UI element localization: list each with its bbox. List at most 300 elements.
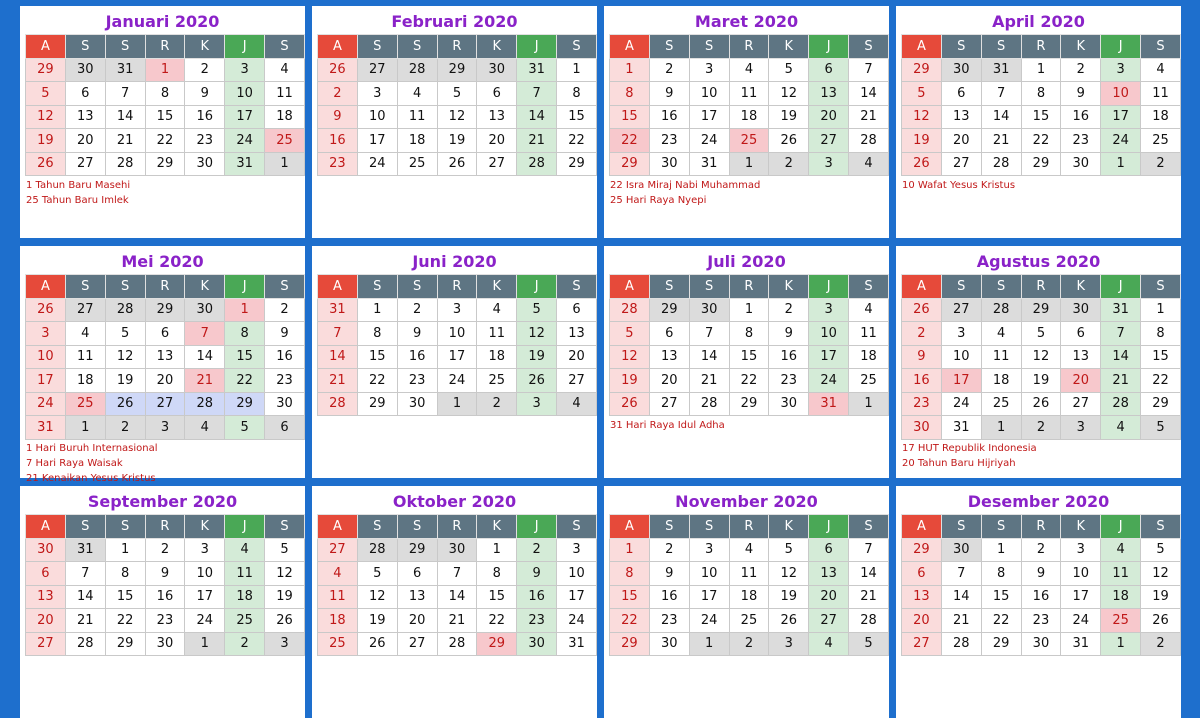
day-cell: 7 [981, 82, 1021, 106]
day-cell: 4 [318, 562, 358, 586]
adjacent-month-day-cell: 28 [397, 58, 437, 82]
day-cell: 18 [729, 585, 769, 609]
day-cell: 10 [225, 82, 265, 106]
day-cell: 26 [265, 609, 305, 633]
day-cell: 19 [769, 105, 809, 129]
day-cell: 2 [1021, 538, 1061, 562]
adjacent-month-day-cell: 2 [105, 416, 145, 440]
weekday-header: S [1141, 35, 1181, 59]
day-cell: 10 [1061, 562, 1101, 586]
holiday-notes [610, 178, 885, 208]
day-cell: 21 [517, 129, 557, 153]
day-cell: 10 [557, 562, 597, 586]
month-card [896, 6, 1181, 238]
weekday-header: S [357, 35, 397, 59]
month-grid [317, 514, 597, 656]
day-cell: 14 [185, 345, 225, 369]
day-cell: 11 [65, 345, 105, 369]
day-cell: 12 [265, 562, 305, 586]
adjacent-month-day-cell: 31 [105, 58, 145, 82]
day-cell: 1 [981, 538, 1021, 562]
month-title: Oktober 2020 [392, 492, 517, 511]
day-cell: 13 [941, 105, 981, 129]
day-cell: 14 [1101, 345, 1141, 369]
day-cell: 21 [849, 105, 889, 129]
day-cell: 28 [941, 632, 981, 656]
day-cell: 25 [849, 369, 889, 393]
adjacent-month-day-cell: 29 [649, 298, 689, 322]
day-cell: 30 [145, 632, 185, 656]
weekday-header: S [941, 35, 981, 59]
weekday-header: S [65, 275, 105, 299]
month-grid [317, 34, 597, 176]
weekday-header: J [1101, 275, 1141, 299]
weekday-header: S [397, 35, 437, 59]
day-cell: 7 [318, 322, 358, 346]
month-card [312, 486, 597, 718]
day-cell: 27 [809, 609, 849, 633]
day-cell: 16 [1061, 105, 1101, 129]
month-grid [901, 514, 1181, 656]
day-cell: 27 [902, 632, 942, 656]
day-cell: 11 [265, 82, 305, 106]
adjacent-month-day-cell: 4 [809, 632, 849, 656]
day-cell: 15 [610, 105, 650, 129]
day-cell: 20 [65, 129, 105, 153]
weekday-header: J [225, 275, 265, 299]
adjacent-month-day-cell: 3 [769, 632, 809, 656]
day-cell: 4 [265, 58, 305, 82]
day-cell: 8 [557, 82, 597, 106]
day-cell: 5 [1021, 322, 1061, 346]
day-cell: 20 [649, 369, 689, 393]
month-card [896, 246, 1181, 478]
weekday-header: S [849, 275, 889, 299]
weekday-header: S [649, 515, 689, 539]
day-cell: 26 [357, 632, 397, 656]
day-cell: 2 [145, 538, 185, 562]
day-cell: 23 [769, 369, 809, 393]
day-cell: 1 [610, 538, 650, 562]
day-cell: 30 [185, 152, 225, 176]
day-cell: 26 [1141, 609, 1181, 633]
day-cell: 21 [437, 609, 477, 633]
day-cell: 22 [1021, 129, 1061, 153]
adjacent-month-day-cell: 1 [437, 392, 477, 416]
day-cell: 5 [105, 322, 145, 346]
day-cell: 22 [610, 609, 650, 633]
day-cell: 4 [1141, 58, 1181, 82]
adjacent-month-day-cell: 31 [1101, 298, 1141, 322]
day-cell: 7 [849, 538, 889, 562]
day-cell: 6 [941, 82, 981, 106]
weekday-header: A [318, 35, 358, 59]
day-cell: 29 [145, 152, 185, 176]
weekday-header: K [1061, 35, 1101, 59]
month-grid [609, 514, 889, 656]
day-cell: 23 [145, 609, 185, 633]
day-cell: 24 [1101, 129, 1141, 153]
day-cell: 14 [849, 562, 889, 586]
weekday-header: K [185, 35, 225, 59]
adjacent-month-day-cell: 1 [65, 416, 105, 440]
day-cell: 29 [610, 632, 650, 656]
day-cell: 7 [185, 322, 225, 346]
weekday-header: S [1141, 515, 1181, 539]
weekday-header: S [357, 275, 397, 299]
day-cell: 6 [557, 298, 597, 322]
day-cell: 2 [649, 58, 689, 82]
month-card [20, 246, 305, 484]
day-cell: 21 [65, 609, 105, 633]
month-title: Juli 2020 [707, 252, 786, 271]
day-cell: 10 [809, 322, 849, 346]
weekday-header: R [437, 35, 477, 59]
day-cell: 14 [517, 105, 557, 129]
weekday-header: A [26, 35, 66, 59]
day-cell: 29 [477, 632, 517, 656]
day-cell: 7 [689, 322, 729, 346]
adjacent-month-day-cell: 29 [902, 538, 942, 562]
day-cell: 18 [1141, 105, 1181, 129]
day-cell: 10 [437, 322, 477, 346]
day-cell: 28 [105, 152, 145, 176]
day-cell: 19 [1021, 369, 1061, 393]
day-cell: 21 [941, 609, 981, 633]
day-cell: 11 [849, 322, 889, 346]
day-cell: 23 [185, 129, 225, 153]
day-cell: 26 [769, 129, 809, 153]
day-cell: 12 [769, 82, 809, 106]
day-cell: 4 [729, 58, 769, 82]
day-cell: 6 [145, 322, 185, 346]
day-cell: 14 [437, 585, 477, 609]
day-cell: 31 [26, 416, 66, 440]
day-cell: 22 [729, 369, 769, 393]
day-cell: 22 [357, 369, 397, 393]
weekday-header: R [437, 515, 477, 539]
day-cell: 20 [1061, 369, 1101, 393]
day-cell: 15 [357, 345, 397, 369]
day-cell: 11 [1141, 82, 1181, 106]
day-cell: 5 [769, 538, 809, 562]
day-cell: 29 [557, 152, 597, 176]
day-cell: 6 [397, 562, 437, 586]
weekday-header: K [477, 35, 517, 59]
day-cell: 20 [902, 609, 942, 633]
day-cell: 4 [397, 82, 437, 106]
day-cell: 2 [902, 322, 942, 346]
adjacent-month-day-cell: 28 [357, 538, 397, 562]
day-cell: 16 [1021, 585, 1061, 609]
day-cell: 7 [1101, 322, 1141, 346]
day-cell: 6 [1061, 322, 1101, 346]
weekday-header: J [225, 515, 265, 539]
day-cell: 16 [649, 585, 689, 609]
month-card [20, 486, 305, 718]
day-cell: 21 [849, 585, 889, 609]
day-cell: 16 [649, 105, 689, 129]
adjacent-month-day-cell: 5 [225, 416, 265, 440]
weekday-header: J [517, 35, 557, 59]
day-cell: 18 [318, 609, 358, 633]
day-cell: 9 [185, 82, 225, 106]
day-cell: 9 [649, 562, 689, 586]
day-cell: 3 [689, 58, 729, 82]
day-cell: 13 [809, 82, 849, 106]
day-cell: 30 [517, 632, 557, 656]
day-cell: 13 [26, 585, 66, 609]
day-cell: 8 [357, 322, 397, 346]
day-cell: 4 [849, 298, 889, 322]
day-cell: 20 [557, 345, 597, 369]
adjacent-month-day-cell: 26 [318, 58, 358, 82]
day-cell: 20 [809, 105, 849, 129]
month-grid [25, 274, 305, 440]
adjacent-month-day-cell: 3 [809, 152, 849, 176]
day-cell: 28 [65, 632, 105, 656]
holiday-note: 25 Tahun Baru Imlek [26, 195, 129, 206]
day-cell: 2 [265, 298, 305, 322]
day-cell: 16 [318, 129, 358, 153]
day-cell: 8 [1141, 322, 1181, 346]
month-title: Agustus 2020 [976, 252, 1101, 271]
day-cell: 27 [1061, 392, 1101, 416]
weekday-header: S [265, 275, 305, 299]
day-cell: 5 [610, 322, 650, 346]
day-cell: 20 [477, 129, 517, 153]
day-cell: 7 [849, 58, 889, 82]
month-grid [901, 274, 1181, 440]
adjacent-month-day-cell: 5 [1141, 416, 1181, 440]
weekday-header: J [517, 275, 557, 299]
day-cell: 19 [902, 129, 942, 153]
day-cell: 7 [437, 562, 477, 586]
weekday-header: S [557, 515, 597, 539]
weekday-header: S [357, 515, 397, 539]
weekday-header: S [689, 275, 729, 299]
weekday-header: S [649, 35, 689, 59]
adjacent-month-day-cell: 27 [941, 298, 981, 322]
weekday-header: S [689, 35, 729, 59]
weekday-header: R [145, 275, 185, 299]
adjacent-month-day-cell: 1 [849, 392, 889, 416]
day-cell: 11 [729, 82, 769, 106]
month-title: Februari 2020 [391, 12, 518, 31]
adjacent-month-day-cell: 1 [185, 632, 225, 656]
month-title: September 2020 [87, 492, 238, 511]
adjacent-month-day-cell: 5 [849, 632, 889, 656]
holiday-notes [26, 178, 301, 208]
weekday-header: A [902, 35, 942, 59]
day-cell: 3 [689, 538, 729, 562]
day-cell: 31 [941, 416, 981, 440]
day-cell: 16 [397, 345, 437, 369]
holiday-note: 1 Hari Buruh Internasional [26, 443, 158, 454]
adjacent-month-day-cell: 27 [65, 298, 105, 322]
month-card [896, 486, 1181, 718]
day-cell: 14 [941, 585, 981, 609]
day-cell: 15 [477, 585, 517, 609]
weekday-header: A [610, 35, 650, 59]
weekday-header: S [689, 515, 729, 539]
day-cell: 4 [65, 322, 105, 346]
day-cell: 17 [225, 105, 265, 129]
weekday-header: A [318, 515, 358, 539]
day-cell: 5 [26, 82, 66, 106]
month-card [604, 486, 889, 718]
day-cell: 6 [809, 538, 849, 562]
day-cell: 8 [1021, 82, 1061, 106]
day-cell: 28 [981, 152, 1021, 176]
day-cell: 24 [1061, 609, 1101, 633]
day-cell: 23 [265, 369, 305, 393]
holiday-notes [902, 178, 1177, 193]
day-cell: 28 [318, 392, 358, 416]
day-cell: 24 [809, 369, 849, 393]
day-cell: 1 [1141, 298, 1181, 322]
weekday-header: S [981, 275, 1021, 299]
day-cell: 17 [557, 585, 597, 609]
day-cell: 8 [105, 562, 145, 586]
adjacent-month-day-cell: 31 [517, 58, 557, 82]
day-cell: 24 [941, 392, 981, 416]
day-cell: 27 [477, 152, 517, 176]
month-title: April 2020 [992, 12, 1085, 31]
day-cell: 23 [1021, 609, 1061, 633]
adjacent-month-day-cell: 1 [689, 632, 729, 656]
day-cell: 30 [1061, 152, 1101, 176]
day-cell: 5 [357, 562, 397, 586]
day-cell: 22 [145, 129, 185, 153]
day-cell: 23 [649, 609, 689, 633]
day-cell: 11 [225, 562, 265, 586]
holiday-note: 7 Hari Raya Waisak [26, 458, 123, 469]
day-cell: 12 [610, 345, 650, 369]
adjacent-month-day-cell: 3 [1061, 416, 1101, 440]
day-cell: 18 [729, 105, 769, 129]
weekday-header: R [729, 35, 769, 59]
adjacent-month-day-cell: 29 [437, 58, 477, 82]
day-cell: 22 [225, 369, 265, 393]
day-cell: 14 [318, 345, 358, 369]
day-cell: 17 [26, 369, 66, 393]
weekday-header: S [981, 515, 1021, 539]
day-cell: 13 [557, 322, 597, 346]
adjacent-month-day-cell: 4 [557, 392, 597, 416]
day-cell: 27 [557, 369, 597, 393]
day-cell: 12 [517, 322, 557, 346]
weekday-header: S [105, 275, 145, 299]
month-title: Desember 2020 [967, 492, 1110, 511]
day-cell: 15 [610, 585, 650, 609]
weekday-header: S [557, 35, 597, 59]
day-cell: 27 [397, 632, 437, 656]
month-title: Maret 2020 [694, 12, 799, 31]
day-cell: 18 [65, 369, 105, 393]
day-cell: 24 [225, 129, 265, 153]
day-cell: 1 [225, 298, 265, 322]
month-title: Mei 2020 [121, 252, 204, 271]
day-cell: 9 [145, 562, 185, 586]
day-cell: 6 [649, 322, 689, 346]
day-cell: 27 [649, 392, 689, 416]
day-cell: 11 [477, 322, 517, 346]
adjacent-month-day-cell: 2 [477, 392, 517, 416]
day-cell: 22 [981, 609, 1021, 633]
adjacent-month-day-cell: 2 [1141, 152, 1181, 176]
day-cell: 23 [517, 609, 557, 633]
day-cell: 3 [357, 82, 397, 106]
adjacent-month-day-cell: 30 [477, 58, 517, 82]
adjacent-month-day-cell: 3 [517, 392, 557, 416]
day-cell: 6 [902, 562, 942, 586]
adjacent-month-day-cell: 1 [729, 152, 769, 176]
day-cell: 3 [809, 298, 849, 322]
day-cell: 9 [318, 105, 358, 129]
weekday-header: J [517, 515, 557, 539]
day-cell: 3 [557, 538, 597, 562]
month-card [312, 246, 597, 478]
day-cell: 27 [26, 632, 66, 656]
weekday-header: R [729, 275, 769, 299]
weekday-header: A [902, 275, 942, 299]
weekday-header: R [1021, 515, 1061, 539]
day-cell: 23 [397, 369, 437, 393]
day-cell: 17 [689, 105, 729, 129]
day-cell: 25 [1101, 609, 1141, 633]
day-cell: 1 [1021, 58, 1061, 82]
day-cell: 5 [437, 82, 477, 106]
adjacent-month-day-cell: 31 [318, 298, 358, 322]
day-cell: 6 [65, 82, 105, 106]
day-cell: 13 [649, 345, 689, 369]
day-cell: 18 [265, 105, 305, 129]
day-cell: 29 [610, 152, 650, 176]
day-cell: 25 [265, 129, 305, 153]
day-cell: 19 [105, 369, 145, 393]
holiday-notes [902, 441, 1177, 471]
day-cell: 30 [1021, 632, 1061, 656]
month-grid [901, 34, 1181, 176]
day-cell: 15 [557, 105, 597, 129]
weekday-header: S [649, 275, 689, 299]
day-cell: 18 [849, 345, 889, 369]
month-card [604, 246, 889, 478]
holiday-note: 20 Tahun Baru Hijriyah [902, 458, 1016, 469]
day-cell: 22 [477, 609, 517, 633]
day-cell: 2 [318, 82, 358, 106]
day-cell: 13 [145, 345, 185, 369]
day-cell: 16 [517, 585, 557, 609]
day-cell: 17 [185, 585, 225, 609]
day-cell: 24 [26, 392, 66, 416]
day-cell: 26 [1021, 392, 1061, 416]
day-cell: 16 [145, 585, 185, 609]
day-cell: 30 [649, 632, 689, 656]
day-cell: 11 [318, 585, 358, 609]
day-cell: 15 [105, 585, 145, 609]
day-cell: 5 [517, 298, 557, 322]
day-cell: 25 [729, 129, 769, 153]
adjacent-month-day-cell: 28 [610, 298, 650, 322]
adjacent-month-day-cell: 29 [145, 298, 185, 322]
day-cell: 15 [225, 345, 265, 369]
weekday-header: S [941, 275, 981, 299]
adjacent-month-day-cell: 29 [1021, 298, 1061, 322]
weekday-header: K [477, 275, 517, 299]
weekday-header: S [265, 35, 305, 59]
